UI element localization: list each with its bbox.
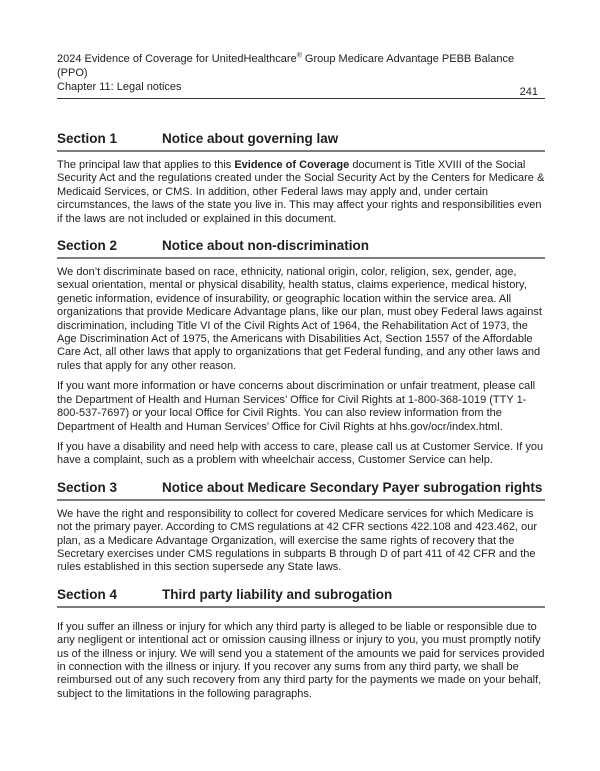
text-run: Group Medicare Advantage PEBB Balance (PPO): [57, 53, 515, 79]
section-title: Notice about Medicare Secondary Payer subrogation rights: [162, 479, 543, 495]
text-run: Evidence of Coverage: [234, 159, 350, 171]
header-divider: [57, 98, 545, 99]
paragraph: [57, 621, 545, 701]
section-title: Notice about governing law: [162, 131, 339, 146]
text-run: We have the right and responsibility to collect for covered Medicare services for which Medicare is not the primary payer. According to CMS regulations at 42 CFR sections 422.108 and 423.462, our plan, as a Medicare Advantage Organization, will exercise the same rights of recovery that the Secretary exercises under CMS regulations in subparts B through D of part 411 of 42 CFR and the rules established in this section supersede any State laws.: [57, 507, 537, 574]
paragraph: [57, 508, 545, 575]
section-body: [57, 621, 545, 701]
section-heading: [57, 131, 545, 152]
section: [57, 238, 545, 468]
text-run: If you want more information or have concerns about discrimination or unfair treatment, please call the Department of Health and Human Services’ Office for Civil Rights at 1-800-368-1019 (TTY 1-800-537-7697) or your local Office for Civil Rights. You can also review information from the Department of Health and Human Services’ Office for Civil Rights at hhs.gov/ocr/index.html.: [57, 380, 536, 433]
section-heading: [57, 480, 545, 501]
text-run: The principal law that applies to this: [57, 159, 235, 171]
section: [57, 131, 545, 226]
section: [57, 480, 545, 575]
text-run: If you suffer an illness or injury for which any third party is alleged to be liable or responsible due to any negligent or intentional act or omission causing illness or injury to you, you must promptly notify us of the illness or injury. We will send you a statement of the amounts we paid for services provided in connection with the illness or injury. If you recover any sums from any third party, we shall be reimbursed out of any such recovery from any third party for the payments we made on your behalf, subject to the limitations in the following paragraphs.: [57, 620, 545, 700]
page-number: 241: [519, 86, 538, 98]
paragraph: [57, 441, 545, 468]
chapter-subtitle: Chapter 11: Legal notices: [57, 81, 182, 93]
section-title: Notice about non-discrimination: [162, 238, 370, 254]
sections-container: [57, 131, 545, 701]
text-run: ®: [296, 52, 302, 60]
section-label: Section 2: [57, 238, 118, 254]
document-title: [57, 52, 545, 80]
section-body: [57, 266, 545, 468]
page-header: [57, 52, 545, 99]
section-heading: [57, 587, 545, 608]
section-heading: [57, 238, 545, 259]
text-run: We don’t discriminate based on race, ethnicity, national origin, color, religion, sex, gender, age, sexual orientation, mental or physical disability, health status, claims experience, medical history, genetic information, evidence of insurability, or geographic location within the service area. All organizations that provide Medicare Advantage plans, like our plan, must obey Federal laws against discrimination, including Title VI of the Civil Rights Act of 1964, the Rehabilitation Act of 1973, the Age Discrimination Act of 1975, the Americans with Disabilities Act, Section 1557 of the Affordable Care Act, all other laws that apply to organizations that get Federal funding, and any other laws and rules that apply for any other reason.: [57, 266, 542, 372]
section-title: Third party liability and subrogation: [162, 586, 393, 602]
section-label: Section 1: [57, 131, 118, 146]
paragraph: [57, 266, 545, 373]
paragraph: [57, 159, 545, 226]
section: [57, 587, 545, 701]
section-label: Section 4: [57, 586, 118, 602]
section-body: [57, 159, 545, 226]
text-run: document is Title XVIII of the Social Security Act and the regulations created under the Social Security Act by the Centers for Medicare & Medicaid Services, or CMS. In addition, other Federal laws may apply and, under certain circumstances, the laws of the state you live in. This may affect your rights and responsibilities even if the laws are not included or explained in this document.: [57, 159, 545, 225]
text-run: 2024 Evidence of Coverage for UnitedHealthcare: [57, 53, 297, 65]
section-label: Section 3: [57, 479, 118, 495]
paragraph: [57, 380, 545, 434]
section-body: [57, 508, 545, 575]
text-run: If you have a disability and need help with access to care, please call us at Customer Service. If you have a complaint, such as a problem with wheelchair access, Customer Service can help.: [57, 440, 544, 467]
